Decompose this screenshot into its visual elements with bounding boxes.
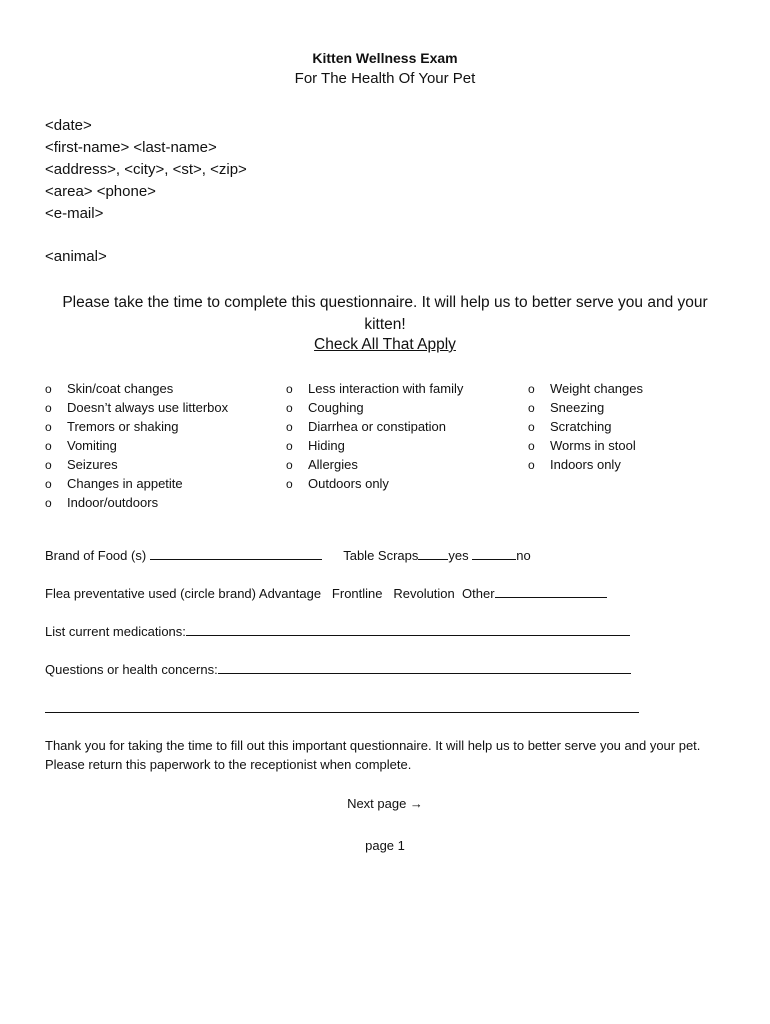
yes-label: yes xyxy=(448,548,469,563)
check-all-heading: Check All That Apply xyxy=(314,336,456,353)
food-row xyxy=(45,547,531,563)
address-block xyxy=(45,115,247,225)
checklist-item-label: Scratching xyxy=(550,419,612,434)
food-blank[interactable] xyxy=(150,547,322,560)
thanks-text: Thank you for taking the time to fill out this important questionnaire. It will help us to better serve you and your pet. Please return this paperwork to the receptionist when complete. xyxy=(45,738,701,772)
medications-label: List current medications: xyxy=(45,624,186,639)
checkbox-circle-icon[interactable]: o xyxy=(528,439,535,453)
food-label: Brand of Food (s) xyxy=(45,548,147,563)
checkbox-circle-icon[interactable]: o xyxy=(528,420,535,434)
checklist-item[interactable] xyxy=(45,398,228,417)
checklist-column-2 xyxy=(286,379,463,493)
no-label: no xyxy=(516,548,531,563)
table-scraps-label: Table Scraps xyxy=(343,548,419,563)
checklist-column-1 xyxy=(45,379,228,512)
checklist-item-label: Worms in stool xyxy=(550,438,636,453)
checklist-item[interactable] xyxy=(45,379,228,398)
flea-label: Flea preventative used (circle brand) xyxy=(45,586,256,601)
checklist-item-label: Changes in appetite xyxy=(67,476,183,491)
checklist-item-label: Tremors or shaking xyxy=(67,419,179,434)
checkbox-circle-icon[interactable]: o xyxy=(45,420,52,434)
flea-other-blank[interactable] xyxy=(495,585,607,598)
checklist-item[interactable] xyxy=(286,398,463,417)
checklist-item-label: Allergies xyxy=(308,457,358,472)
checkbox-circle-icon[interactable]: o xyxy=(45,401,52,415)
checklist-item-label: Vomiting xyxy=(67,438,117,453)
checklist-item-label: Seizures xyxy=(67,457,118,472)
checkbox-circle-icon[interactable]: o xyxy=(45,496,52,510)
checkbox-circle-icon[interactable]: o xyxy=(45,382,52,396)
checkbox-circle-icon[interactable]: o xyxy=(45,477,52,491)
next-page-link[interactable]: Next page → xyxy=(347,796,423,811)
flea-brand-frontline[interactable]: Frontline xyxy=(331,586,383,601)
checklist-item-label: Less interaction with family xyxy=(308,381,464,396)
email-field: <e-mail> xyxy=(45,205,104,222)
checklist-item[interactable] xyxy=(45,455,228,474)
medications-blank[interactable] xyxy=(186,623,630,636)
concerns-extra-line[interactable] xyxy=(45,712,639,713)
phone-field: <area> <phone> xyxy=(45,183,156,200)
yes-blank[interactable] xyxy=(418,547,448,560)
flea-row xyxy=(45,585,607,601)
checklist-item[interactable] xyxy=(286,417,463,436)
checklist-item[interactable] xyxy=(45,493,228,512)
flea-brand-other[interactable]: Other xyxy=(462,586,495,601)
checklist-item-label: Coughing xyxy=(308,400,364,415)
checklist-item[interactable] xyxy=(528,379,643,398)
checklist-item[interactable] xyxy=(286,379,463,398)
checkbox-circle-icon[interactable]: o xyxy=(286,401,293,415)
checkbox-circle-icon[interactable]: o xyxy=(45,458,52,472)
checklist-item-label: Indoor/outdoors xyxy=(67,495,159,510)
checklist-item[interactable] xyxy=(528,417,643,436)
checkbox-circle-icon[interactable]: o xyxy=(286,458,293,472)
checklist-item-label: Doesn’t always use litterbox xyxy=(67,400,229,415)
checklist-item[interactable] xyxy=(286,455,463,474)
checklist-item[interactable] xyxy=(286,474,463,493)
name-field: <first-name> <last-name> xyxy=(45,139,217,156)
medications-row xyxy=(45,623,630,639)
checklist-item-label: Indoors only xyxy=(550,457,621,472)
checkbox-circle-icon[interactable]: o xyxy=(286,420,293,434)
date-field: <date> xyxy=(45,117,92,134)
checklist-item-label: Outdoors only xyxy=(308,476,389,491)
page-title: Kitten Wellness Exam xyxy=(312,50,458,66)
concerns-blank[interactable] xyxy=(218,661,631,674)
animal-field: <animal> xyxy=(45,248,107,265)
checkbox-circle-icon[interactable]: o xyxy=(286,382,293,396)
checklist-item-label: Diarrhea or constipation xyxy=(308,419,447,434)
page-subtitle: For The Health Of Your Pet xyxy=(294,70,476,87)
address-field: <address>, <city>, <st>, <zip> xyxy=(45,161,247,178)
checkbox-circle-icon[interactable]: o xyxy=(286,439,293,453)
checklist-item[interactable] xyxy=(286,436,463,455)
checkbox-circle-icon[interactable]: o xyxy=(528,401,535,415)
checkbox-circle-icon[interactable]: o xyxy=(528,382,535,396)
checklist-item-label: Sneezing xyxy=(550,400,605,415)
checklist-item[interactable] xyxy=(528,436,643,455)
checklist-item[interactable] xyxy=(45,436,228,455)
checklist-item[interactable] xyxy=(45,474,228,493)
checklist-item[interactable] xyxy=(528,398,643,417)
flea-brand-advantage[interactable]: Advantage xyxy=(258,586,322,601)
checklist-item-label: Skin/coat changes xyxy=(67,381,174,396)
checklist-column-3 xyxy=(528,379,643,474)
no-blank[interactable] xyxy=(472,547,516,560)
checklist-item-label: Hiding xyxy=(308,438,345,453)
flea-brand-revolution[interactable]: Revolution xyxy=(393,586,455,601)
concerns-row xyxy=(45,661,631,677)
checkbox-circle-icon[interactable]: o xyxy=(45,439,52,453)
page-number: page 1 xyxy=(365,838,405,853)
intro-text: Please take the time to complete this questionnaire. It will help us to better serve you and your kitten! xyxy=(62,294,708,333)
checklist-item[interactable] xyxy=(45,417,228,436)
checklist-item[interactable] xyxy=(528,455,643,474)
checklist-item-label: Weight changes xyxy=(550,381,643,396)
concerns-label: Questions or health concerns: xyxy=(45,662,218,677)
checkbox-circle-icon[interactable]: o xyxy=(286,477,293,491)
checkbox-circle-icon[interactable]: o xyxy=(528,458,535,472)
